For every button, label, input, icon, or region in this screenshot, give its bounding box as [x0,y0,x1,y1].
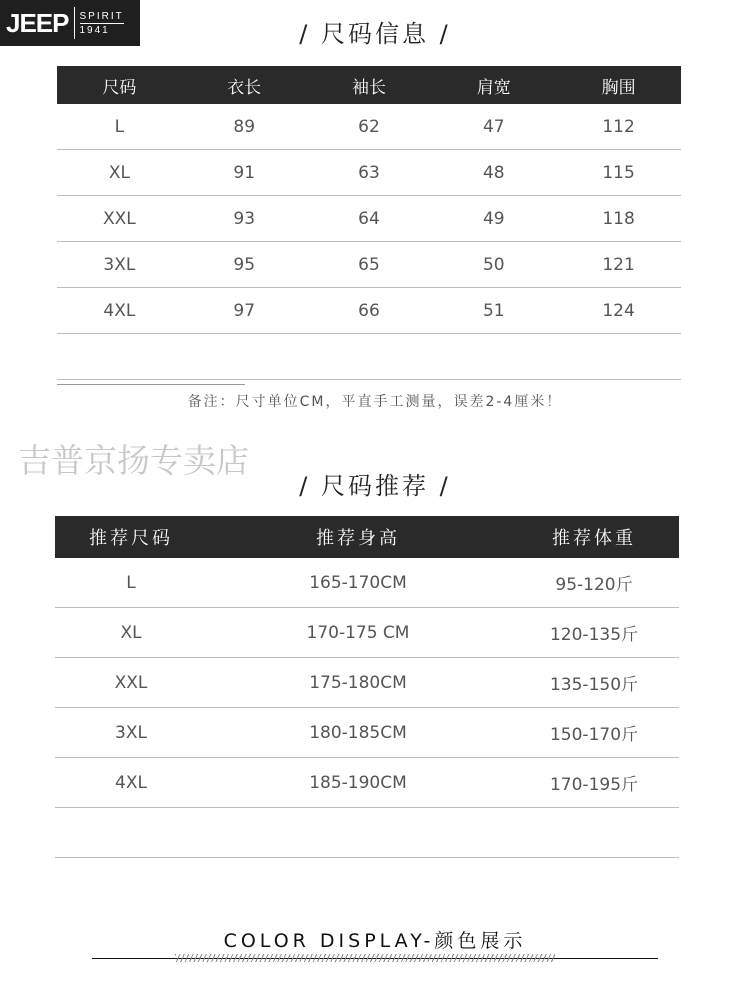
table-row [57,104,681,150]
logo-line1: SPIRIT [79,10,124,22]
table-cell: 95-120斤 [509,558,679,608]
column-header: 衣长 [182,66,307,104]
table-cell: XXL [55,658,207,708]
table-cell: XL [57,150,182,196]
table-spacer-row [55,808,679,858]
note-divider [57,384,245,385]
table-cell: 4XL [57,288,182,334]
table-cell: 95 [182,242,307,288]
table-cell: L [57,104,182,150]
table-cell: 175-180CM [207,658,509,708]
table-cell: 91 [182,150,307,196]
table-header-row [57,66,681,104]
color-display-heading: COLOR DISPLAY-颜色展示 [223,930,527,952]
column-header: 肩宽 [431,66,556,104]
size-recommend-table [55,516,679,858]
decorative-hatch [175,954,555,962]
table-cell: 64 [307,196,432,242]
column-header: 推荐尺码 [55,516,207,558]
table-spacer-cell [55,808,679,858]
table-cell: 3XL [55,708,207,758]
logo-line2: 1941 [80,23,124,37]
table-row [55,608,679,658]
table-cell: 185-190CM [207,758,509,808]
table-cell: XXL [57,196,182,242]
table-cell: 3XL [57,242,182,288]
table-cell: 170-175 CM [207,608,509,658]
table-cell: 63 [307,150,432,196]
measurement-note: 备注：尺寸单位CM，平直手工测量，误差2-4厘米！ [187,394,563,410]
table-cell: 121 [556,242,681,288]
table-row [55,658,679,708]
table-cell: 65 [307,242,432,288]
table-cell: 62 [307,104,432,150]
table-cell: XL [55,608,207,658]
size-info-table [57,66,681,380]
logo-brand: JEEP [6,8,69,38]
table-cell: 120-135斤 [509,608,679,658]
table-cell: 48 [431,150,556,196]
column-header: 尺码 [57,66,182,104]
table-row [57,196,681,242]
table-cell: 135-150斤 [509,658,679,708]
table-cell: 89 [182,104,307,150]
table-spacer-cell [57,334,681,380]
table-row [55,558,679,608]
table-row [55,708,679,758]
store-watermark: 吉普京扬专卖店 [18,441,249,480]
table-cell: 180-185CM [207,708,509,758]
table-cell: 97 [182,288,307,334]
table-cell: 93 [182,196,307,242]
table-cell: 4XL [55,758,207,808]
table-cell: 47 [431,104,556,150]
table-cell: 118 [556,196,681,242]
size-info-title: / 尺码信息 / [299,20,451,48]
table-header-row [55,516,679,558]
table-spacer-row [57,334,681,380]
size-recommend-title: / 尺码推荐 / [299,472,451,500]
table-cell: 170-195斤 [509,758,679,808]
table-cell: L [55,558,207,608]
column-header: 袖长 [307,66,432,104]
table-cell: 165-170CM [207,558,509,608]
table-cell: 150-170斤 [509,708,679,758]
table-cell: 50 [431,242,556,288]
column-header: 推荐身高 [207,516,509,558]
table-cell: 115 [556,150,681,196]
table-cell: 51 [431,288,556,334]
column-header: 胸围 [556,66,681,104]
table-cell: 124 [556,288,681,334]
table-row [57,150,681,196]
table-row [55,758,679,808]
table-row [57,242,681,288]
column-header: 推荐体重 [509,516,679,558]
table-row [57,288,681,334]
table-cell: 49 [431,196,556,242]
table-cell: 66 [307,288,432,334]
table-cell: 112 [556,104,681,150]
